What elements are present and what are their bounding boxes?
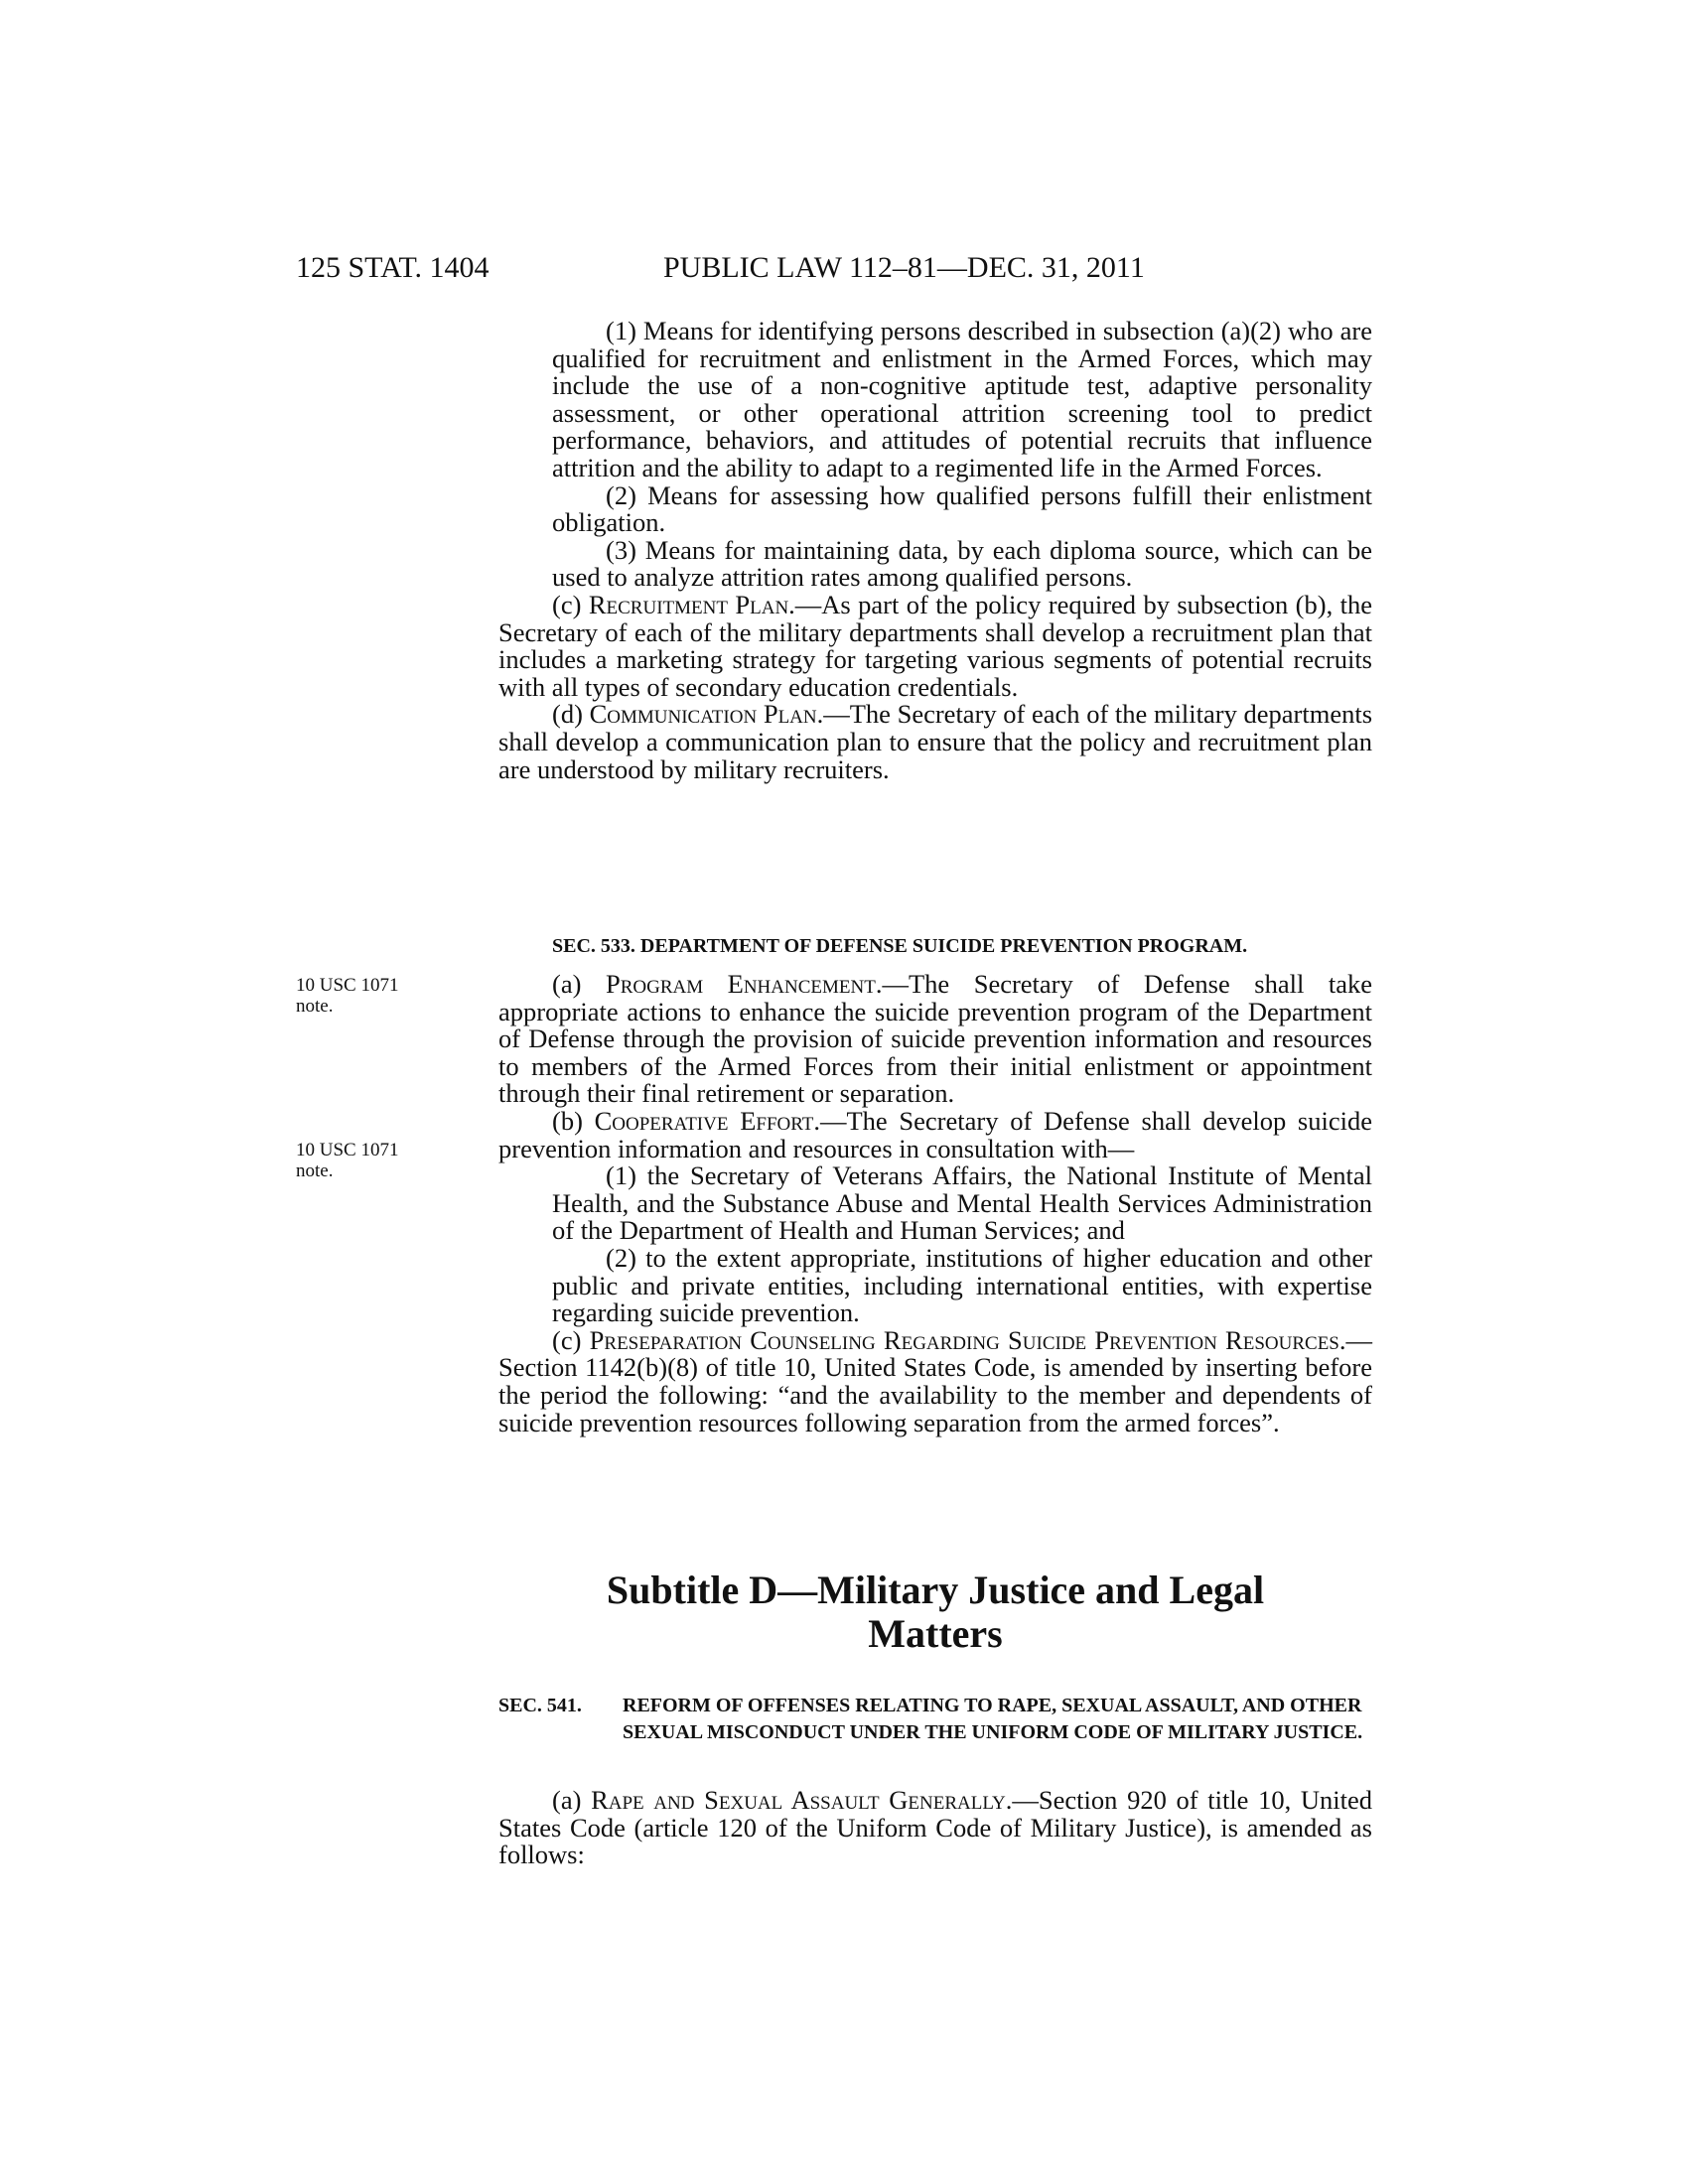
- section-541-body: [498, 1787, 1372, 1869]
- heading: Program Enhancement: [605, 969, 876, 999]
- item-2: (2) Means for assessing how qualified persons fulfill their enlistment obligation.: [552, 479, 1372, 538]
- margin-note-b: 10 USC 1071 note.: [296, 1140, 399, 1181]
- subsection-b-cooperative-effort: [498, 1105, 1372, 1163]
- subsection-a-program-enhancement: [498, 971, 1372, 1108]
- text: .—Section 1142(b)(8) of title 10, United States Code, is amended by inserting before the period the following: “and the availability to the member and dependents of suicide prevention resources following separation from the armed forces”.: [498, 1324, 1372, 1437]
- subsection-d-communication-plan: [498, 701, 1372, 783]
- subsection-a-rape-and-sexual-assault: [498, 1787, 1372, 1869]
- margin-note-a: 10 USC 1071 note.: [296, 975, 399, 1017]
- section-541-title: [498, 1693, 1372, 1746]
- subtitle-d-heading: [498, 1569, 1372, 1656]
- subtitle-line-2: Matters: [868, 1611, 1003, 1656]
- text: .—The Secretary of Defense shall take appropriate actions to enhance the suicide prevention program of the Department of Defense through the provision of suicide prevention information and resources to members of the Armed Forces from their initial enlistment or appointment through their final retirement or separation.: [498, 969, 1372, 1109]
- paragraph-b1: (1) the Secretary of Veterans Affairs, the National Institute of Mental Health, and the Substance Abuse and Mental Health Services Administration of the Department of Health and Human Services; and: [552, 1160, 1372, 1246]
- text: .—As part of the policy required by subsection (b), the Secretary of each of the military departments shall develop a recruitment plan that includes a marketing strategy for targeting various segments of potential recruits with all types of secondary education credentials.: [498, 589, 1372, 702]
- page-stat-number: 125 STAT. 1404: [296, 251, 490, 284]
- running-header: PUBLIC LAW 112–81—DEC. 31, 2011: [663, 251, 1145, 284]
- paragraph-b2: (2) to the extent appropriate, institutions of higher education and other public and private entities, including international entities, with expertise regarding suicide prevention.: [552, 1242, 1372, 1328]
- text: .—Section 920 of title 10, United States Code (article 120 of the Uniform Code of Military Justice), is amended as follows:: [498, 1785, 1372, 1870]
- heading: Cooperative Effort: [594, 1105, 814, 1136]
- heading: Recruitment Plan: [588, 589, 789, 619]
- section-541-heading: REFORM OF OFFENSES RELATING TO RAPE, SEXUAL ASSAULT, AND OTHER SEXUAL MISCONDUCT UNDER THE UNIFORM CODE OF MILITARY JUSTICE.: [623, 1695, 1363, 1743]
- policy-elements-block: [498, 318, 1372, 783]
- label: (c): [552, 1324, 590, 1355]
- section-533-body: [498, 971, 1372, 1436]
- heading: Preseparation Counseling Regarding Suicide Prevention Resources: [589, 1324, 1339, 1355]
- section-533-title: SEC. 533. DEPARTMENT OF DEFENSE SUICIDE PREVENTION PROGRAM.: [552, 935, 1248, 957]
- heading: Communication Plan: [589, 699, 817, 730]
- label: (d): [552, 699, 590, 730]
- label: (a): [552, 1785, 592, 1815]
- heading: Rape and Sexual Assault Generally: [591, 1785, 1006, 1815]
- label: (b): [552, 1105, 595, 1136]
- text: .—The Secretary of Defense shall develop suicide prevention information and resources in consultation with—: [498, 1105, 1372, 1163]
- item-1: (1) Means for identifying persons described in subsection (a)(2) who are qualified for recruitment and enlistment in the Armed Forces, which may include the use of a non-cognitive aptitude test, adaptive personality assessment, or other operational attrition screening tool to predict performance, behaviors, and attitudes of potential recruits that influence attrition and the ability to adapt to a regimented life in the Armed Forces.: [552, 316, 1372, 482]
- label: (c): [552, 589, 589, 619]
- label: (a): [552, 969, 606, 999]
- subtitle-line-1: Subtitle D—Military Justice and Legal: [606, 1568, 1265, 1612]
- section-541-number: SEC. 541.: [498, 1695, 582, 1716]
- subsection-c-preseparation-counseling: [498, 1324, 1372, 1437]
- text: .—The Secretary of each of the military departments shall develop a communication plan to ensure that the policy and recruitment plan are understood by military recruiters.: [498, 699, 1373, 784]
- item-3: (3) Means for maintaining data, by each diploma source, which can be used to analyze attrition rates among qualified persons.: [552, 534, 1372, 593]
- subsection-c-recruitment-plan: [498, 589, 1372, 702]
